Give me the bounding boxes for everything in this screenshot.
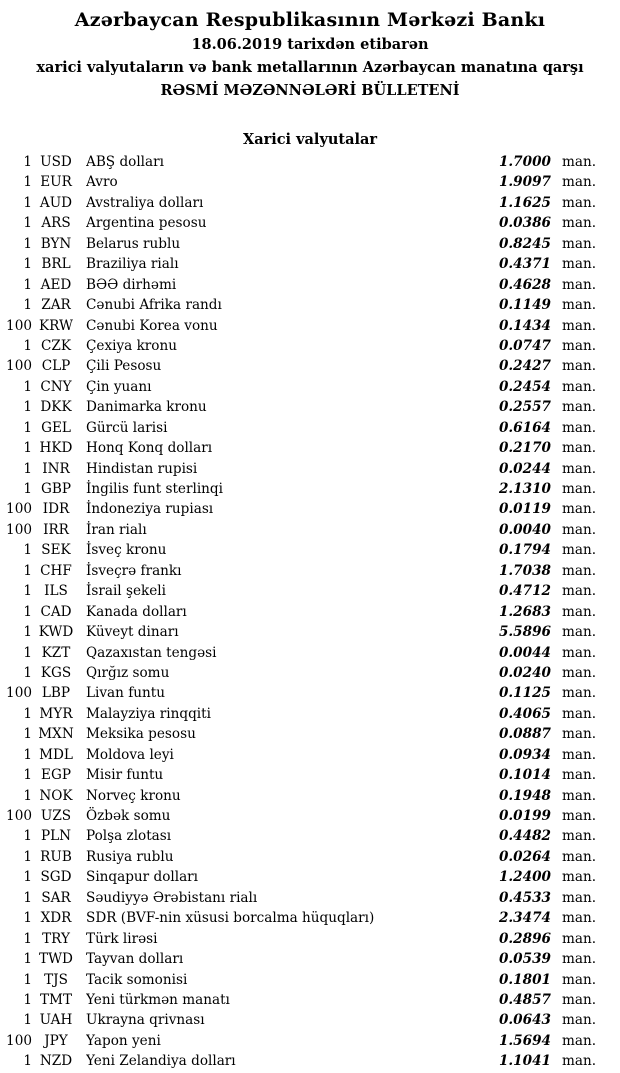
currency-name: Avstraliya dolları [86, 194, 204, 211]
rate-quantity: 1 [23, 767, 32, 784]
currency-name: Honq Konq dolları [86, 440, 213, 457]
rate-unit: man. [562, 481, 597, 497]
rate-row [0, 254, 598, 274]
currency-name: Səudiyyə Ərəbistanı rialı [86, 889, 258, 906]
rate-value: 0.0044 [498, 644, 551, 661]
rate-value: 1.7000 [498, 154, 551, 170]
rate-value: 0.0244 [498, 460, 551, 477]
rate-row [0, 1010, 598, 1030]
rate-unit: man. [562, 971, 597, 988]
rate-quantity: 1 [23, 542, 32, 559]
currency-code: MYR [39, 705, 73, 722]
rate-value: 0.1014 [498, 767, 551, 784]
rate-value: 2.3474 [498, 910, 551, 927]
rate-row [0, 377, 598, 397]
currency-name: Yeni türkmən manatı [86, 991, 230, 1008]
rate-row [0, 929, 598, 949]
currency-code: UZS [40, 808, 72, 824]
rate-quantity: 1 [23, 971, 32, 988]
currency-code: ARS [41, 215, 71, 232]
rate-row [0, 622, 598, 642]
currency-code: TRY [42, 930, 70, 947]
currency-code: CAD [40, 603, 72, 620]
rate-value: 0.0240 [498, 664, 551, 681]
currency-code: IDR [42, 501, 70, 518]
rate-row [0, 867, 598, 887]
currency-name: Tacik somonisi [86, 971, 188, 988]
rate-row [0, 724, 598, 744]
rate-quantity: 1 [23, 1012, 32, 1029]
rate-unit: man. [562, 399, 597, 416]
rate-value: 0.0119 [498, 501, 551, 518]
rate-value: 1.5694 [498, 1032, 551, 1049]
rate-unit: man. [562, 848, 597, 865]
rate-row [0, 1051, 598, 1071]
rate-quantity: 1 [23, 583, 32, 600]
currency-name: Norveç kronu [86, 787, 181, 804]
rate-unit: man. [562, 460, 597, 477]
rate-quantity: 1 [23, 440, 32, 457]
rate-value: 0.0934 [498, 746, 551, 763]
rate-row [0, 1031, 598, 1051]
rate-unit: man. [562, 194, 597, 211]
rate-unit: man. [562, 787, 597, 804]
rate-value: 0.0264 [498, 848, 551, 865]
rate-unit: man. [562, 767, 597, 784]
rate-row [0, 479, 598, 499]
rate-unit: man. [562, 235, 597, 252]
currency-code: KZT [41, 644, 71, 661]
rate-value: 2.1310 [498, 481, 551, 497]
rate-unit: man. [562, 889, 597, 906]
rate-quantity: 1 [23, 235, 32, 252]
currency-name: Yeni Zelandiya dolları [86, 1053, 236, 1070]
rate-row [0, 908, 598, 928]
rate-quantity: 1 [23, 378, 32, 395]
rate-row [0, 745, 598, 765]
currency-code: CZK [40, 337, 71, 354]
rate-quantity: 1 [23, 910, 32, 927]
currency-name: Küveyt dinarı [86, 624, 179, 641]
rate-value: 0.0040 [498, 521, 551, 538]
rate-row [0, 213, 598, 233]
currency-code: KWD [38, 624, 74, 641]
rate-row [0, 418, 598, 438]
currency-name: Cənubi Afrika randı [86, 297, 222, 314]
rate-row [0, 581, 598, 601]
rate-row [0, 663, 598, 683]
rate-unit: man. [562, 501, 597, 518]
rate-quantity: 100 [6, 685, 32, 702]
currency-code: AUD [39, 194, 73, 211]
rate-row [0, 172, 598, 192]
currency-code: UAH [39, 1012, 73, 1029]
rate-value: 0.4371 [498, 256, 551, 273]
rate-value: 0.1125 [498, 685, 551, 702]
currency-name: Polşa zlotası [86, 828, 172, 845]
rate-row [0, 602, 598, 622]
rate-unit: man. [562, 174, 597, 191]
rate-quantity: 1 [23, 889, 32, 906]
rate-quantity: 1 [23, 256, 32, 273]
rate-quantity: 1 [23, 828, 32, 845]
rate-unit: man. [562, 726, 597, 743]
rate-row [0, 234, 598, 254]
rate-row [0, 683, 598, 703]
rate-unit: man. [562, 808, 597, 824]
rate-unit: man. [562, 1012, 597, 1029]
currency-name: İsveçrə frankı [86, 562, 182, 579]
currency-code: EGP [41, 767, 71, 784]
rate-unit: man. [562, 685, 597, 702]
rate-unit: man. [562, 276, 597, 293]
rate-row [0, 499, 598, 519]
currency-code: BYN [40, 235, 72, 252]
rate-value: 1.7038 [498, 562, 551, 579]
rate-quantity: 1 [23, 991, 32, 1008]
currency-code: SGD [40, 869, 72, 886]
rate-value: 0.1801 [498, 971, 551, 988]
rate-unit: man. [562, 869, 597, 886]
rate-value: 0.4533 [498, 889, 551, 906]
rate-value: 0.2170 [498, 440, 551, 457]
rate-unit: man. [562, 297, 597, 314]
currency-code: CNY [40, 378, 72, 395]
rate-row [0, 459, 598, 479]
currency-name: Kanada dolları [86, 603, 187, 620]
rate-unit: man. [562, 930, 597, 947]
rate-quantity: 100 [6, 501, 32, 518]
rate-row [0, 397, 598, 417]
rate-row [0, 970, 598, 990]
currency-name: Türk lirəsi [86, 930, 158, 947]
currency-name: İran rialı [86, 521, 147, 538]
currency-name: Argentina pesosu [86, 215, 207, 232]
rate-value: 0.4482 [498, 828, 551, 845]
rate-quantity: 1 [23, 930, 32, 947]
currency-code: NOK [39, 787, 73, 804]
bulletin-header [0, 0, 620, 102]
rate-quantity: 1 [23, 951, 32, 968]
rate-row [0, 336, 598, 356]
rate-unit: man. [562, 1053, 597, 1070]
currency-code: NZD [39, 1053, 73, 1070]
currency-code: KGS [40, 664, 72, 681]
rate-row [0, 316, 598, 336]
rate-quantity: 1 [23, 1053, 32, 1070]
rate-row [0, 561, 598, 581]
rate-value: 1.1625 [498, 194, 551, 211]
rate-row [0, 540, 598, 560]
rate-unit: man. [562, 358, 597, 375]
rate-quantity: 1 [23, 746, 32, 763]
rate-value: 0.4712 [498, 583, 551, 600]
rate-quantity: 1 [23, 603, 32, 620]
currency-name: Qazaxıstan tengəsi [86, 644, 217, 661]
rate-value: 0.8245 [498, 235, 551, 252]
rate-row [0, 295, 598, 315]
rate-unit: man. [562, 521, 597, 538]
currency-name: ABŞ dolları [86, 154, 164, 170]
rate-row [0, 704, 598, 724]
rate-row [0, 520, 598, 540]
currency-code: USD [40, 154, 72, 170]
currency-name: Gürcü larisi [86, 419, 168, 436]
rate-row [0, 356, 598, 376]
rate-unit: man. [562, 603, 597, 620]
currency-code: GEL [41, 419, 71, 436]
currency-code: SEK [41, 542, 71, 559]
rate-row [0, 949, 598, 969]
rate-value: 1.1041 [498, 1053, 551, 1070]
rate-unit: man. [562, 991, 597, 1008]
rate-value: 0.6164 [498, 419, 551, 436]
currency-name: Misir funtu [86, 767, 164, 784]
rate-unit: man. [562, 910, 597, 927]
currency-name: Meksika pesosu [86, 726, 196, 743]
rate-row [0, 438, 598, 458]
rate-value: 0.2454 [498, 378, 551, 395]
currency-name: Rusiya rublu [86, 848, 174, 865]
rate-row [0, 152, 598, 172]
currency-code: SAR [41, 889, 71, 906]
currency-name: SDR (BVF-nin xüsusi borcalma hüquqları) [86, 910, 375, 927]
effective-date-line: 18.06.2019 tarixdən etibarən [191, 36, 429, 53]
rate-value: 0.0643 [498, 1012, 551, 1029]
currency-code: TWD [39, 951, 73, 968]
rate-quantity: 1 [23, 297, 32, 314]
rate-quantity: 1 [23, 194, 32, 211]
rate-unit: man. [562, 419, 597, 436]
rate-quantity: 100 [6, 1032, 32, 1049]
rate-unit: man. [562, 317, 597, 334]
rate-value: 1.2683 [498, 603, 551, 620]
currency-name: İngilis funt sterlinqi [86, 481, 223, 497]
rate-unit: man. [562, 256, 597, 273]
rate-unit: man. [562, 828, 597, 845]
currency-name: Belarus rublu [86, 235, 181, 252]
rate-unit: man. [562, 378, 597, 395]
rate-value: 0.1149 [498, 297, 551, 314]
currency-name: Yapon yeni [86, 1032, 161, 1049]
rate-quantity: 1 [23, 419, 32, 436]
currency-name: Braziliya rialı [86, 256, 179, 273]
rate-value: 0.0887 [498, 726, 551, 743]
currency-name: Hindistan rupisi [86, 460, 198, 477]
currency-name: Moldova leyi [86, 746, 174, 763]
rate-row [0, 193, 598, 213]
currency-name: Özbək somu [86, 808, 171, 824]
rate-quantity: 1 [23, 705, 32, 722]
currency-code: CHF [40, 562, 72, 579]
rate-row [0, 847, 598, 867]
rate-row [0, 826, 598, 846]
scope-line: xarici valyutaların və bank metallarının Azərbaycan manatına qarşı [36, 59, 584, 76]
rate-quantity: 100 [6, 521, 32, 538]
rate-quantity: 1 [23, 460, 32, 477]
currency-code: LBP [41, 685, 71, 702]
currency-code: KRW [38, 317, 74, 334]
rate-quantity: 1 [23, 624, 32, 641]
currency-code: ILS [44, 583, 68, 600]
currency-code: DKK [40, 399, 72, 416]
currency-code: AED [40, 276, 72, 293]
rate-unit: man. [562, 951, 597, 968]
rate-value: 0.0386 [498, 215, 551, 232]
rate-quantity: 1 [23, 215, 32, 232]
currency-code: EUR [40, 174, 72, 191]
rate-value: 0.1794 [498, 542, 551, 559]
rate-row [0, 765, 598, 785]
rate-quantity: 1 [23, 726, 32, 743]
rate-unit: man. [562, 337, 597, 354]
rate-quantity: 1 [23, 644, 32, 661]
rate-row [0, 275, 598, 295]
currency-name: Ukrayna qrivnası [86, 1012, 205, 1029]
rate-value: 0.1948 [498, 787, 551, 804]
rate-unit: man. [562, 664, 597, 681]
rate-unit: man. [562, 1032, 597, 1049]
currency-name: Malayziya rinqqiti [86, 705, 211, 722]
rate-row [0, 786, 598, 806]
currency-name: Cənubi Korea vonu [86, 317, 218, 334]
rate-quantity: 1 [23, 399, 32, 416]
rate-quantity: 1 [23, 174, 32, 191]
rate-value: 0.4065 [498, 705, 551, 722]
currency-name: İndoneziya rupiası [86, 501, 214, 518]
currency-name: Çin yuanı [86, 378, 152, 395]
rate-unit: man. [562, 644, 597, 661]
rate-value: 0.0199 [498, 808, 551, 824]
rate-value: 0.0747 [498, 337, 551, 354]
rate-unit: man. [562, 624, 597, 641]
rate-quantity: 1 [23, 664, 32, 681]
currency-code: IRR [43, 521, 69, 538]
rate-quantity: 1 [23, 481, 32, 497]
rate-quantity: 1 [23, 787, 32, 804]
rate-quantity: 1 [23, 869, 32, 886]
rate-unit: man. [562, 562, 597, 579]
currency-code: ZAR [41, 297, 71, 314]
currency-name: Tayvan dolları [86, 951, 184, 968]
currency-name: İsrail şekeli [86, 583, 166, 600]
rate-quantity: 1 [23, 562, 32, 579]
rates-table [0, 152, 620, 1072]
rate-value: 1.9097 [498, 174, 551, 191]
currency-code: BRL [41, 256, 71, 273]
currency-code: TMT [39, 991, 73, 1008]
currency-name: Danimarka kronu [86, 399, 207, 416]
rate-unit: man. [562, 215, 597, 232]
rate-unit: man. [562, 746, 597, 763]
rate-row [0, 990, 598, 1010]
rate-value: 1.2400 [498, 869, 551, 886]
bulletin-title: RƏSMİ MƏZƏNNƏLƏRİ BÜLLETENİ [160, 82, 460, 99]
rate-value: 0.2427 [498, 358, 551, 375]
currency-code: XDR [40, 910, 72, 927]
rate-unit: man. [562, 542, 597, 559]
rate-value: 0.4857 [498, 991, 551, 1008]
currency-code: JPY [44, 1032, 68, 1049]
rate-value: 0.4628 [498, 276, 551, 293]
currency-name: Qırğız somu [86, 664, 170, 681]
currency-code: CLP [41, 358, 71, 375]
rate-quantity: 100 [6, 808, 32, 824]
currency-code: GBP [41, 481, 71, 497]
rate-quantity: 1 [23, 337, 32, 354]
currency-name: BƏƏ dirhəmi [86, 276, 177, 293]
currency-code: HKD [39, 440, 73, 457]
currency-code: MXN [38, 726, 74, 743]
rate-unit: man. [562, 705, 597, 722]
rate-value: 0.0539 [498, 951, 551, 968]
rate-quantity: 100 [6, 358, 32, 375]
rate-quantity: 100 [6, 317, 32, 334]
rate-row [0, 888, 598, 908]
currency-code: TJS [44, 971, 68, 988]
rate-unit: man. [562, 154, 597, 170]
rate-quantity: 1 [23, 848, 32, 865]
rate-value: 0.2896 [498, 930, 551, 947]
currency-name: İsveç kronu [86, 542, 167, 559]
currency-name: Livan funtu [86, 685, 165, 702]
rate-quantity: 1 [23, 154, 32, 170]
currency-name: Avro [86, 174, 118, 191]
section-title-foreign-currencies: Xarici valyutalar [242, 131, 378, 148]
rate-value: 5.5896 [498, 624, 551, 641]
currency-name: Çili Pesosu [86, 358, 162, 375]
bank-title: Azərbaycan Respublikasının Mərkəzi Bankı [74, 9, 546, 31]
rate-value: 0.2557 [498, 399, 551, 416]
rate-unit: man. [562, 583, 597, 600]
currency-name: Sinqapur dolları [86, 869, 199, 886]
currency-code: RUB [40, 848, 72, 865]
rate-unit: man. [562, 440, 597, 457]
currency-code: MDL [39, 746, 73, 763]
currency-code: PLN [40, 828, 72, 845]
rate-row [0, 643, 598, 663]
rate-value: 0.1434 [498, 317, 551, 334]
rate-quantity: 1 [23, 276, 32, 293]
currency-name: Çexiya kronu [86, 337, 177, 354]
rate-row [0, 806, 598, 826]
currency-code: INR [42, 460, 70, 477]
